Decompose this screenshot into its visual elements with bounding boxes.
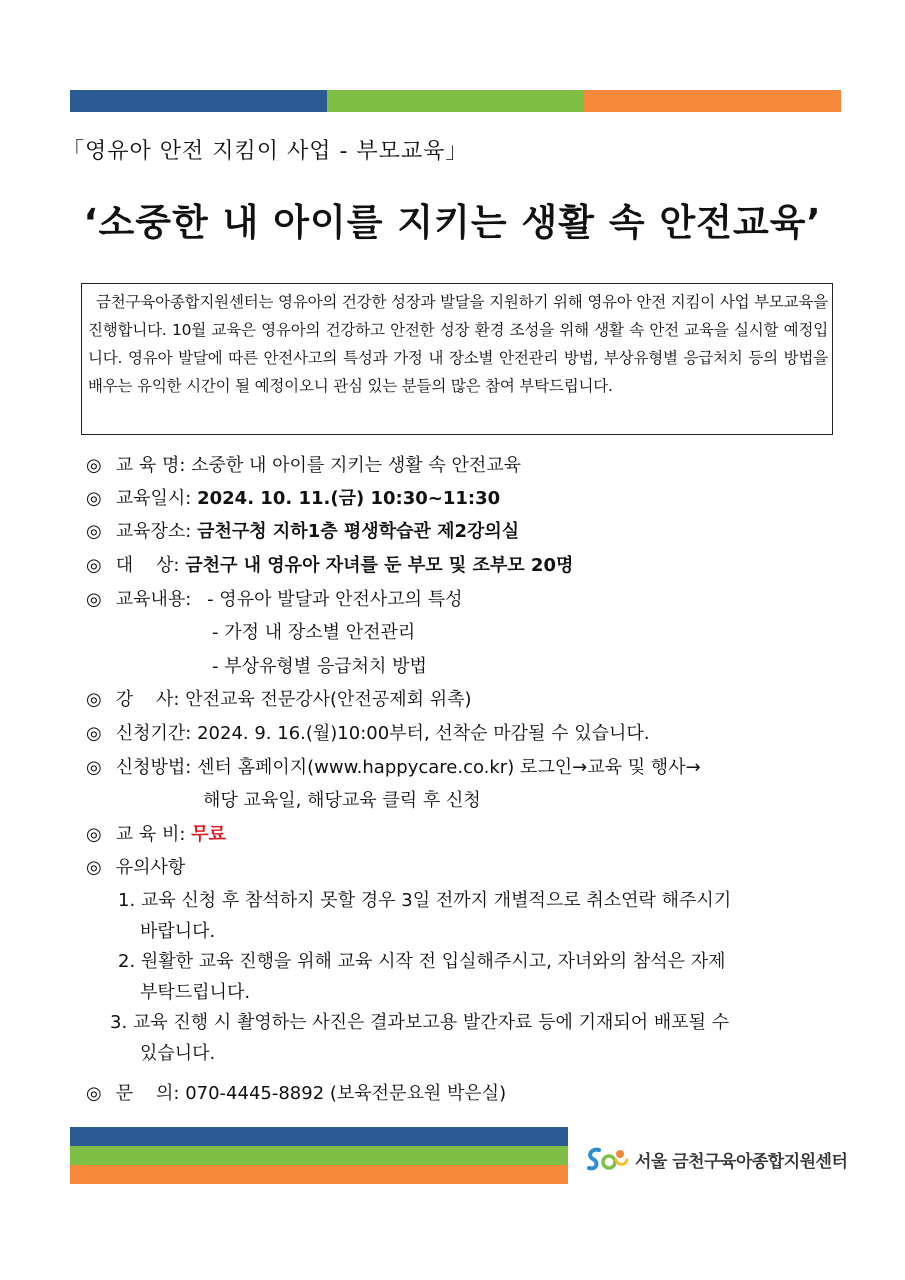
item-content-line-2: - 가정 내 장소별 안전관리	[212, 622, 416, 643]
bullet-mark: ◎	[86, 757, 102, 778]
bottom-bar-orange	[70, 1165, 568, 1184]
item-content-line-3: - 부상유형별 응급처치 방법	[212, 656, 427, 677]
note-1-line-1: 1. 교육 신청 후 참석하지 못할 경우 3일 전까지 개별적으로 취소연락 해주시기	[118, 890, 732, 911]
item-period	[86, 722, 650, 746]
top-bar-orange	[584, 90, 841, 112]
item-method-label: 신청방법:	[115, 757, 192, 778]
note-item-3	[110, 1007, 822, 1069]
item-contact	[86, 1082, 506, 1106]
note-2-line-2: 부탁드립니다.	[140, 982, 251, 1003]
item-target-value: 금천구 내 영유아 자녀를 둔 부모 및 조부모 20명	[185, 555, 574, 576]
item-content-label: 교육내용:	[115, 589, 192, 610]
bottom-color-bars	[70, 1127, 568, 1184]
item-place-label: 교육장소:	[115, 521, 192, 542]
note-3-line-1: 3. 교육 진행 시 촬영하는 사진은 결과보고용 발간자료 등에 기재되어 배포될 수	[110, 1012, 730, 1033]
note-1-line-2: 바랍니다.	[140, 921, 216, 942]
item-lecturer-value: 안전교육 전문강사(안전공제회 위촉)	[185, 689, 472, 710]
item-method	[86, 756, 701, 780]
item-lecturer	[86, 688, 472, 712]
item-period-label: 신청기간:	[115, 723, 192, 744]
item-name-label: 교 육 명:	[115, 455, 186, 476]
bullet-mark: ◎	[86, 555, 102, 576]
bullet-mark: ◎	[86, 521, 102, 542]
item-target	[86, 554, 573, 578]
item-contact-label: 문 의:	[115, 1083, 180, 1104]
item-fee-label: 교 육 비:	[115, 824, 186, 845]
page-title: ‘소중한 내 아이를 지키는 생활 속 안전교육’	[83, 201, 822, 244]
item-name-value: 소중한 내 아이를 지키는 생활 속 안전교육	[191, 455, 522, 476]
item-date	[86, 487, 500, 511]
bullet-mark: ◎	[86, 1083, 102, 1104]
item-notes-label: 유의사항	[115, 857, 186, 878]
item-method-line-2: 해당 교육일, 해당교육 클릭 후 신청	[203, 790, 481, 811]
item-place	[86, 520, 519, 544]
bullet-mark: ◎	[86, 488, 102, 509]
item-date-label: 교육일시:	[115, 488, 192, 509]
item-date-value: 2024. 10. 11.(금) 10:30~11:30	[197, 488, 501, 509]
item-notes	[86, 856, 185, 880]
bullet-mark: ◎	[86, 455, 102, 476]
item-method-line-1: 센터 홈페이지(www.happycare.co.kr) 로그인→교육 및 행사→	[197, 757, 701, 778]
top-color-bar	[70, 90, 841, 112]
item-fee	[86, 823, 226, 847]
center-logo-icon	[585, 1144, 629, 1174]
item-name	[86, 454, 521, 478]
bullet-mark: ◎	[86, 589, 102, 610]
bullet-mark: ◎	[86, 723, 102, 744]
intro-box	[81, 283, 833, 435]
item-place-value: 금천구청 지하1층 평생학습관 제2강의실	[197, 521, 520, 542]
item-target-label: 대 상:	[115, 555, 180, 576]
bottom-bar-blue	[70, 1127, 568, 1146]
item-fee-value: 무료	[191, 824, 226, 845]
bullet-mark: ◎	[86, 857, 102, 878]
note-3-line-2: 있습니다.	[140, 1043, 216, 1064]
item-content-line-1: - 영유아 발달과 안전사고의 특성	[207, 589, 463, 610]
center-logo	[585, 1144, 847, 1174]
bottom-bar-green	[70, 1146, 568, 1165]
program-subtitle: 「영유아 안전 지킴이 사업 - 부모교육」	[62, 139, 469, 164]
note-item-1	[118, 885, 830, 947]
item-content	[86, 588, 463, 612]
center-logo-text: 서울 금천구육아종합지원센터	[635, 1151, 848, 1172]
note-2-line-1: 2. 원활한 교육 진행을 위해 교육 시작 전 입실해주시고, 자녀와의 참석은 자제	[118, 951, 726, 972]
item-lecturer-label: 강 사:	[115, 689, 180, 710]
note-item-2	[118, 946, 830, 1008]
bullet-mark: ◎	[86, 689, 102, 710]
bullet-mark: ◎	[86, 824, 102, 845]
top-bar-green	[327, 90, 584, 112]
top-bar-blue	[70, 90, 327, 112]
item-contact-value: 070-4445-8892 (보육전문요원 박은실)	[185, 1083, 507, 1104]
item-period-value: 2024. 9. 16.(월)10:00부터, 선착순 마감될 수 있습니다.	[197, 723, 650, 744]
intro-text: 금천구육아종합지원센터는 영유아의 건강한 성장과 발달을 지원하기 위해 영유아 안전 지킴이 사업 부모교육을 진행합니다. 10월 교육은 영유아의 건강하고 안전한 성장 환경 조성을 위해 생활 속 안전 교육을 실시할 예정입니다. 영유아 발달에 따른 안전사고의 특성과 가정 내 장소별 안전관리 방법, 부상유형별 응급처치 등의 방법을 배우는 유익한 시간이 될 예정이오니 관심 있는 분들의 많은 참여 부탁드립니다.	[88, 293, 828, 395]
